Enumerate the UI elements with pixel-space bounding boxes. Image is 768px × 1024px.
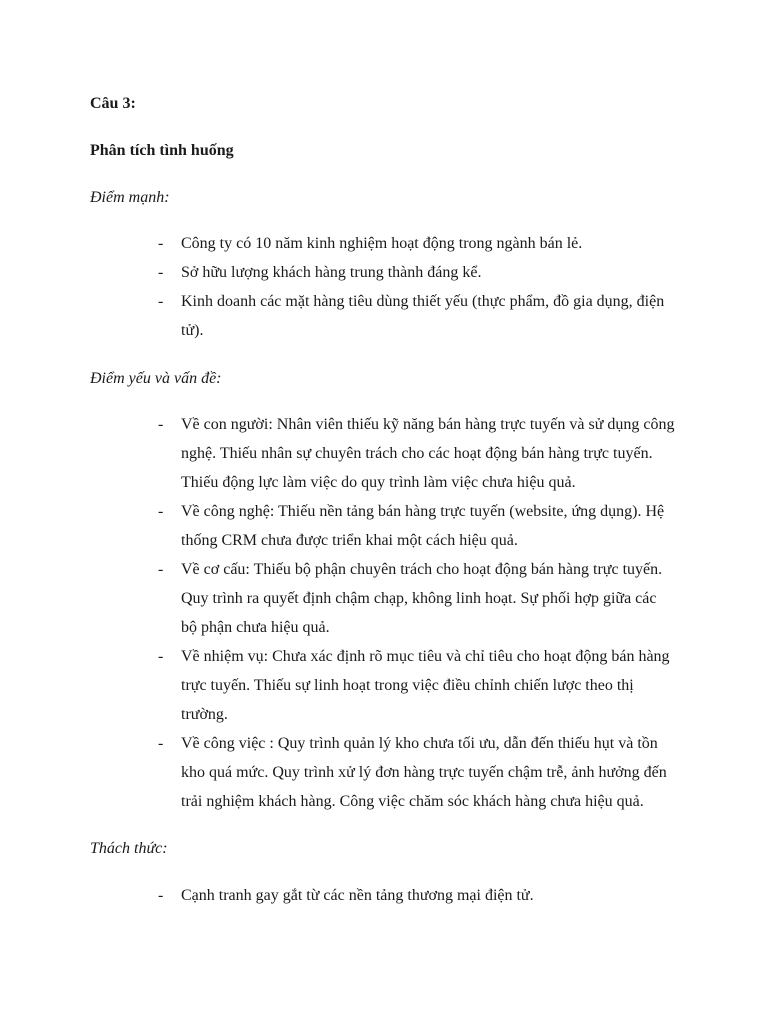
list-item-text: Về nhiệm vụ: Chưa xác định rõ mục tiêu và chỉ tiêu cho hoạt động bán hàng trực tuyến. Thiếu sự linh hoạt trong việc điều chỉnh chiến lược theo thị trường.	[181, 648, 670, 723]
bullet-dash: -	[158, 293, 164, 310]
list-item-text: Kinh doanh các mặt hàng tiêu dùng thiết yếu (thực phẩm, đồ gia dụng, điện tử).	[181, 293, 665, 339]
analysis-heading: Phân tích tình huống	[90, 142, 234, 159]
challenges-list	[0, 881, 768, 910]
question-heading: Câu 3:	[90, 95, 136, 112]
list-item-text: Về công việc : Quy trình quản lý kho chưa tối ưu, dẫn đến thiếu hụt và tồn kho quá mức. Quy trình xử lý đơn hàng trực tuyến chậm trễ, ảnh hưởng đến trải nghiệm khách hàng. Công việc chăm sóc khách hàng chưa hiệu quả.	[181, 735, 667, 810]
list-item	[0, 410, 676, 497]
strengths-heading: Điểm mạnh:	[90, 189, 170, 206]
bullet-dash: -	[158, 648, 164, 665]
bullet-dash: -	[158, 887, 164, 904]
list-item-text: Cạnh tranh gay gắt từ các nền tảng thương mại điện tử.	[181, 887, 534, 904]
bullet-dash: -	[158, 503, 164, 520]
bullet-dash: -	[158, 735, 164, 752]
bullet-dash: -	[158, 561, 164, 578]
list-item	[0, 642, 676, 729]
challenges-heading: Thách thức:	[90, 840, 168, 857]
weaknesses-heading: Điểm yếu và vấn đề:	[90, 370, 222, 387]
list-item	[0, 287, 676, 345]
list-item-text: Về con người: Nhân viên thiếu kỹ năng bán hàng trực tuyến và sử dụng công nghệ. Thiếu nhân sự chuyên trách cho các hoạt động bán hàng trực tuyến. Thiếu động lực làm việc do quy trình làm việc chưa hiệu quả.	[181, 416, 675, 491]
list-item-text: Công ty có 10 năm kinh nghiệm hoạt động trong ngành bán lẻ.	[181, 235, 583, 252]
list-item	[0, 497, 676, 555]
list-item-text: Về công nghệ: Thiếu nền tảng bán hàng trực tuyến (website, ứng dụng). Hệ thống CRM chưa được triển khai một cách hiệu quả.	[181, 503, 665, 549]
weaknesses-list	[0, 410, 768, 816]
list-item	[0, 555, 676, 642]
list-item	[0, 258, 676, 287]
bullet-dash: -	[158, 264, 164, 281]
bullet-dash: -	[158, 416, 164, 433]
list-item-text: Về cơ cấu: Thiếu bộ phận chuyên trách cho hoạt động bán hàng trực tuyến. Quy trình ra quyết định chậm chạp, không linh hoạt. Sự phối hợp giữa các bộ phận chưa hiệu quả.	[181, 561, 663, 636]
list-item	[0, 881, 676, 910]
list-item-text: Sở hữu lượng khách hàng trung thành đáng kể.	[181, 264, 482, 281]
list-item	[0, 729, 676, 816]
bullet-dash: -	[158, 235, 164, 252]
strengths-list	[0, 229, 768, 345]
list-item	[0, 229, 676, 258]
